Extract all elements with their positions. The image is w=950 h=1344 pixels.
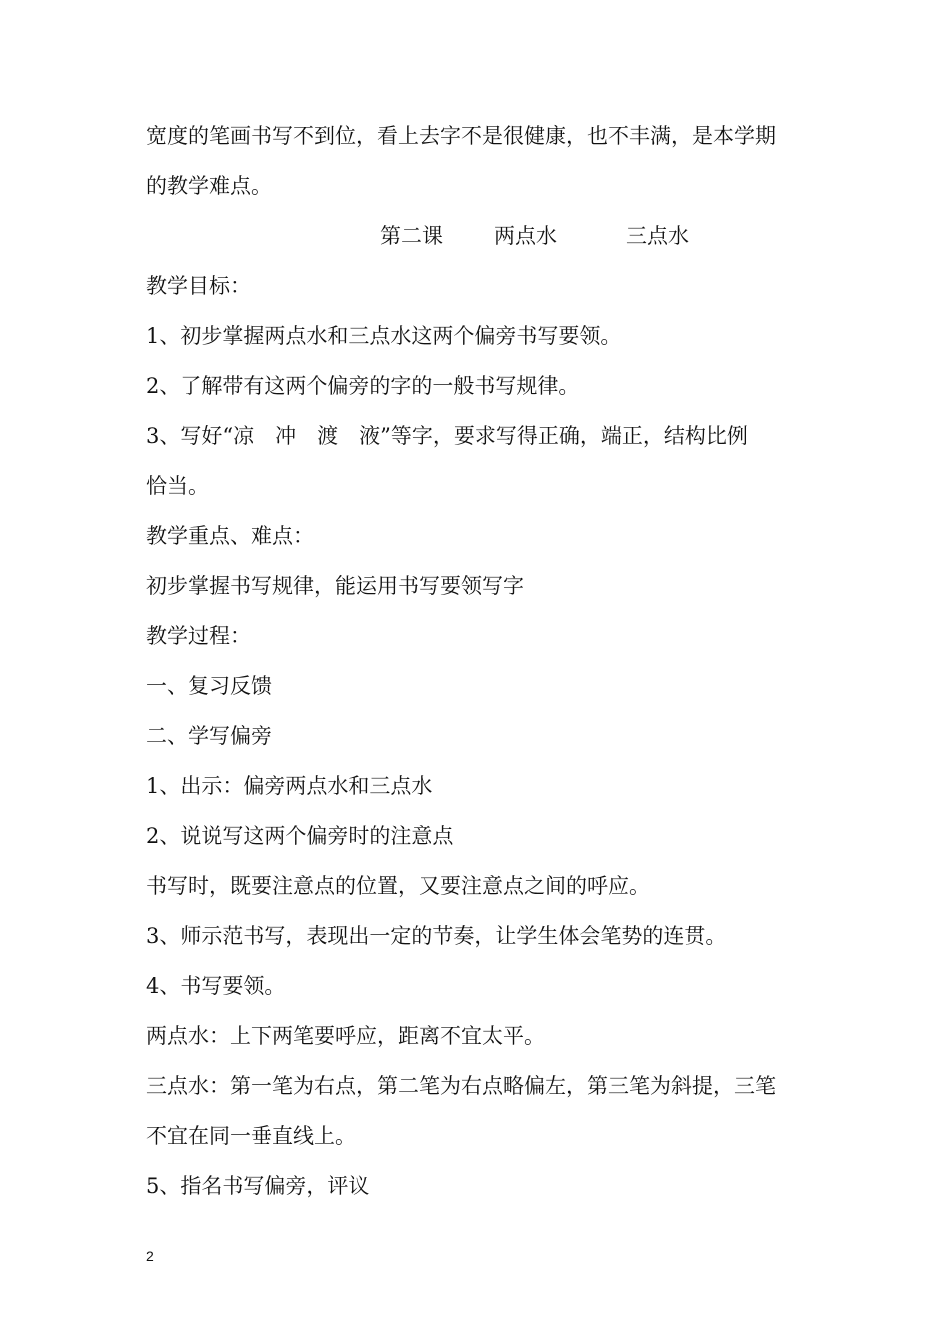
lesson-number: 第二课 — [380, 224, 443, 248]
list-item: 5、指名书写偏旁，评议 — [146, 1174, 370, 1198]
list-item: 2、了解带有这两个偏旁的字的一般书写规律。 — [146, 374, 580, 398]
paragraph-line: 宽度的笔画书写不到位，看上去字不是很健康，也不丰满，是本学期 — [146, 124, 776, 148]
list-item: 3、师示范书写，表现出一定的节奏，让学生体会笔势的连贯。 — [146, 924, 727, 948]
paragraph-line: 书写时，既要注意点的位置，又要注意点之间的呼应。 — [146, 874, 650, 898]
page-number: 2 — [146, 1248, 154, 1264]
section-heading-keypoints: 教学重点、难点： — [146, 524, 314, 548]
lesson-radical-1: 两点水 — [494, 224, 557, 248]
list-item: 1、初步掌握两点水和三点水这两个偏旁书写要领。 — [146, 324, 622, 348]
paragraph-line: 初步掌握书写规律，能运用书写要领写字 — [146, 574, 524, 598]
list-item-continuation: 恰当。 — [146, 474, 209, 498]
section-heading-process: 教学过程： — [146, 624, 251, 648]
list-item: 3、写好“凉 冲 渡 液”等字，要求写得正确，端正，结构比例 — [146, 424, 748, 448]
list-item: 4、书写要领。 — [146, 974, 286, 998]
section-heading-goals: 教学目标： — [146, 274, 251, 298]
list-item: 2、说说写这两个偏旁时的注意点 — [146, 824, 454, 848]
paragraph-line: 三点水：第一笔为右点，第二笔为右点略偏左，第三笔为斜提，三笔 — [146, 1074, 776, 1098]
step-heading: 二、学写偏旁 — [146, 724, 272, 748]
paragraph-line: 不宜在同一垂直线上。 — [146, 1124, 356, 1148]
list-item: 1、出示：偏旁两点水和三点水 — [146, 774, 433, 798]
paragraph-line: 两点水：上下两笔要呼应，距离不宜太平。 — [146, 1024, 545, 1048]
step-heading: 一、复习反馈 — [146, 674, 272, 698]
paragraph-line: 的教学难点。 — [146, 174, 272, 198]
lesson-radical-2: 三点水 — [626, 224, 689, 248]
